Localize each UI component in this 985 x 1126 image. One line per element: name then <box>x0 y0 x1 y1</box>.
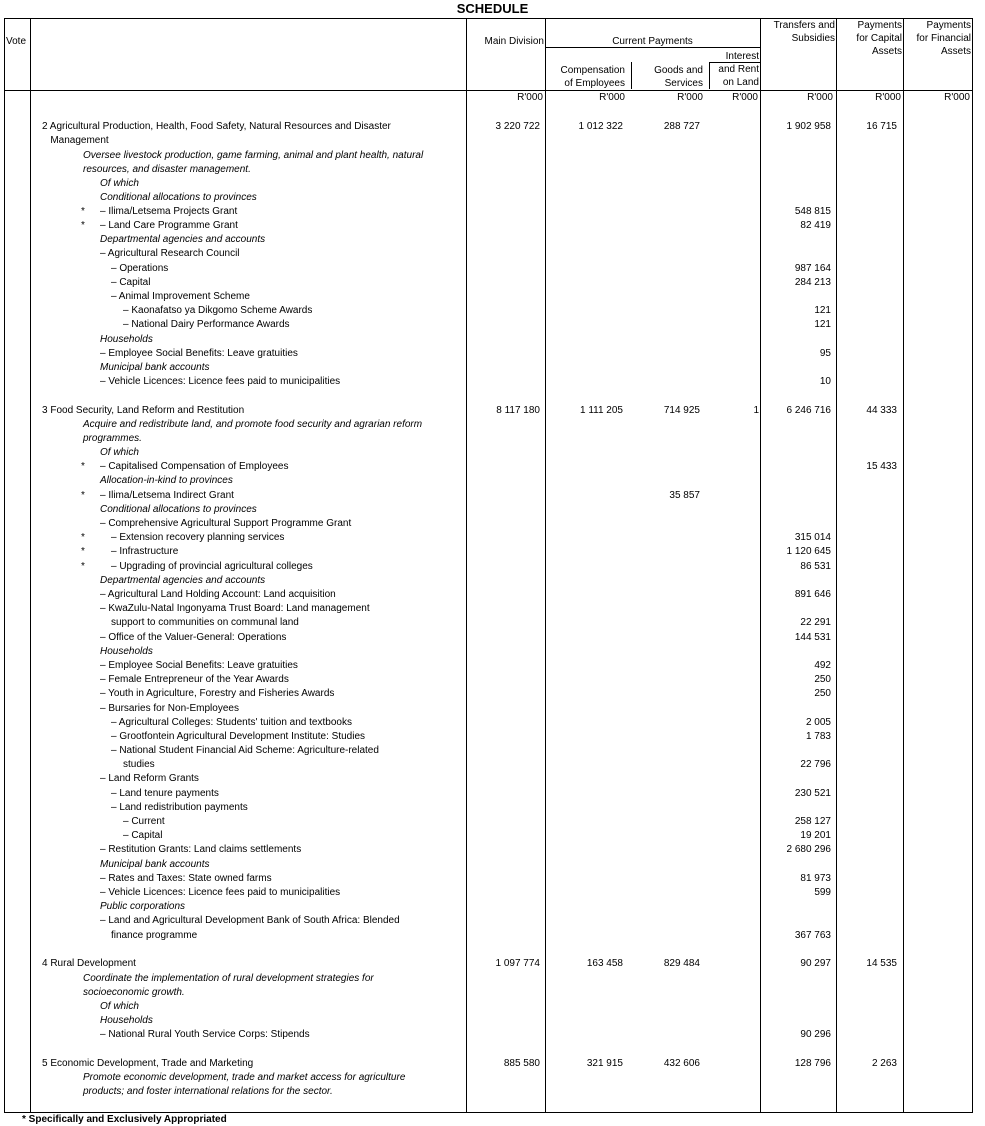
table-row <box>0 616 985 630</box>
header-financial-l2: for Financial <box>916 33 971 44</box>
header-interest-l2: and Rent <box>718 64 759 75</box>
amount-trans: 1 902 958 <box>786 121 831 132</box>
table-row <box>0 787 985 801</box>
header-interest-l1: Interest <box>725 51 759 62</box>
row-description: Households <box>100 334 153 345</box>
unit-main: R'000 <box>517 92 543 103</box>
amount-comp: 321 915 <box>586 1058 623 1069</box>
header-compensation-l2: of Employees <box>564 78 625 89</box>
row-description: – KwaZulu-Natal Ingonyama Trust Board: Land management <box>100 603 370 614</box>
table-row <box>0 858 985 872</box>
header-vote: Vote <box>6 36 27 47</box>
amount-trans: 599 <box>814 887 831 898</box>
row-description: – Female Entrepreneur of the Year Awards <box>100 674 289 685</box>
table-row <box>0 247 985 261</box>
amount-comp: 1 111 205 <box>579 405 623 416</box>
table-row <box>0 375 985 389</box>
row-description: Households <box>100 646 153 657</box>
amount-trans: 90 297 <box>800 958 831 969</box>
amount-cap: 16 715 <box>866 121 897 132</box>
row-description: Public corporations <box>100 901 186 912</box>
unit-interest: R'000 <box>732 92 758 103</box>
table-row <box>0 404 985 418</box>
amount-trans: 891 646 <box>794 589 831 600</box>
appropriation-marker: * <box>81 546 85 557</box>
table-row <box>0 929 985 943</box>
row-description: – Current <box>123 816 165 827</box>
table-row <box>0 716 985 730</box>
header-capital-l3: Assets <box>871 46 902 57</box>
table-row <box>0 744 985 758</box>
table-row <box>0 191 985 205</box>
row-description: – Vehicle Licences: Licence fees paid to municipalities <box>100 887 341 898</box>
row-description: finance programme <box>111 930 198 941</box>
table-row <box>0 986 985 1000</box>
table-row <box>0 886 985 900</box>
row-description: – Employee Social Benefits: Leave gratuities <box>100 348 298 359</box>
header-transfers <box>760 19 835 45</box>
table-row <box>0 545 985 559</box>
row-description: – Restitution Grants: Land claims settlements <box>100 844 302 855</box>
table-row <box>0 531 985 545</box>
unit-transfers: R'000 <box>807 92 833 103</box>
amount-cap: 14 535 <box>866 958 897 969</box>
row-description: Management <box>42 135 109 146</box>
amount-main: 885 580 <box>503 1058 540 1069</box>
row-description: 2 Agricultural Production, Health, Food Safety, Natural Resources and Disaster <box>42 121 391 132</box>
amount-trans: 250 <box>814 688 831 699</box>
table-row <box>0 602 985 616</box>
amount-trans: 250 <box>814 674 831 685</box>
table-row <box>0 517 985 531</box>
row-description: – Capital <box>123 830 163 841</box>
table-row <box>0 972 985 986</box>
table-row <box>0 574 985 588</box>
row-description: Of which <box>100 1001 139 1012</box>
row-description: Of which <box>100 447 139 458</box>
row-description: Acquire and redistribute land, and promote food security and agrarian reform <box>83 419 423 430</box>
row-description: studies <box>123 759 155 770</box>
row-description: Households <box>100 1015 153 1026</box>
row-description: – Vehicle Licences: Licence fees paid to municipalities <box>100 376 341 387</box>
row-description: resources, and disaster management. <box>83 164 251 175</box>
row-description: – Agricultural Land Holding Account: Land acquisition <box>100 589 336 600</box>
row-description: Municipal bank accounts <box>100 859 210 870</box>
amount-trans: 1 783 <box>805 731 831 742</box>
amount-trans: 492 <box>814 660 831 671</box>
row-description: Of which <box>100 178 139 189</box>
unit-capital: R'000 <box>875 92 901 103</box>
row-description: support to communities on communal land <box>111 617 299 628</box>
amount-cap: 2 263 <box>871 1058 897 1069</box>
table-row <box>0 758 985 772</box>
amount-main: 8 117 180 <box>496 405 540 416</box>
amount-trans: 90 296 <box>800 1029 831 1040</box>
table-row <box>0 730 985 744</box>
table-row <box>0 418 985 432</box>
amount-trans: 548 815 <box>794 206 831 217</box>
amount-trans: 367 763 <box>794 930 831 941</box>
row-description: 3 Food Security, Land Reform and Restitution <box>42 405 245 416</box>
header-capital-l1: Payments <box>857 20 902 31</box>
header-interest-l3: on Land <box>722 77 759 88</box>
table-row <box>0 1057 985 1071</box>
table-row <box>0 1014 985 1028</box>
table-row <box>0 347 985 361</box>
amount-main: 3 220 722 <box>495 121 540 132</box>
table-row <box>0 489 985 503</box>
amount-goods: 288 727 <box>663 121 700 132</box>
amount-trans: 81 973 <box>800 873 831 884</box>
amount-trans: 2 680 296 <box>786 844 831 855</box>
table-row <box>0 432 985 446</box>
amount-trans: 144 531 <box>794 632 831 643</box>
amount-goods: 35 857 <box>669 490 700 501</box>
header-main-division <box>466 35 544 48</box>
amount-trans: 1 120 645 <box>786 546 831 557</box>
row-description: – Ilima/Letsema Projects Grant <box>100 206 238 217</box>
amount-trans: 230 521 <box>794 788 831 799</box>
row-description: – Agricultural Research Council <box>100 248 240 259</box>
amount-goods: 714 925 <box>663 405 700 416</box>
row-description: – Extension recovery planning services <box>111 532 285 543</box>
table-row <box>0 361 985 375</box>
header-financial-l1: Payments <box>926 20 971 31</box>
unit-financial: R'000 <box>944 92 970 103</box>
amount-trans: 258 127 <box>794 816 831 827</box>
row-description: products; and foster international relations for the sector. <box>83 1086 333 1097</box>
row-description: 4 Rural Development <box>42 958 136 969</box>
row-description: Conditional allocations to provinces <box>100 504 257 515</box>
row-description: – Ilima/Letsema Indirect Grant <box>100 490 234 501</box>
row-description: – Infrastructure <box>111 546 179 557</box>
table-row <box>0 687 985 701</box>
appropriation-marker: * <box>81 561 85 572</box>
page-title: SCHEDULE <box>456 1 529 16</box>
table-row <box>0 177 985 191</box>
amount-trans: 86 531 <box>800 561 831 572</box>
header-compensation <box>545 64 625 90</box>
amount-trans: 19 201 <box>800 830 831 841</box>
amount-trans: 22 796 <box>800 759 831 770</box>
table-row <box>0 276 985 290</box>
row-description: Departmental agencies and accounts <box>100 575 266 586</box>
header-goods-l2: Services <box>664 78 703 89</box>
amount-trans: 6 246 716 <box>786 405 831 416</box>
amount-trans: 121 <box>814 305 831 316</box>
row-description: Promote economic development, trade and market access for agriculture <box>83 1072 406 1083</box>
table-row <box>0 318 985 332</box>
table-row <box>0 659 985 673</box>
table-row <box>0 673 985 687</box>
row-description: Coordinate the implementation of rural development strategies for <box>83 973 374 984</box>
amount-goods: 829 484 <box>663 958 700 969</box>
table-row <box>0 914 985 928</box>
row-description: – Land Care Programme Grant <box>100 220 238 231</box>
amount-comp: 163 458 <box>586 958 623 969</box>
amount-trans: 10 <box>819 376 831 387</box>
table-row <box>0 801 985 815</box>
row-description: – Agricultural Colleges: Students' tuition and textbooks <box>111 717 352 728</box>
table-row <box>0 149 985 163</box>
amount-cap: 15 433 <box>866 461 897 472</box>
table-row <box>0 290 985 304</box>
row-description: Departmental agencies and accounts <box>100 234 266 245</box>
table-row <box>0 702 985 716</box>
table-row <box>0 560 985 574</box>
row-description: Conditional allocations to provinces <box>100 192 257 203</box>
table-row <box>0 843 985 857</box>
header-capital-l2: for Capital <box>856 33 902 44</box>
table-row <box>0 233 985 247</box>
table-row <box>0 631 985 645</box>
table-row <box>0 120 985 134</box>
row-description: Allocation-in-kind to provinces <box>100 475 233 486</box>
row-description: – National Student Financial Aid Scheme: Agriculture-related <box>111 745 379 756</box>
table-row <box>0 304 985 318</box>
row-description: Oversee livestock production, game farming, animal and plant health, natural <box>83 150 424 161</box>
row-description: – Land redistribution payments <box>111 802 248 813</box>
table-row <box>0 1028 985 1042</box>
header-financial <box>903 19 971 58</box>
table-row <box>0 1071 985 1085</box>
row-description: Municipal bank accounts <box>100 362 210 373</box>
row-description: – Grootfontein Agricultural Development Institute: Studies <box>111 731 366 742</box>
row-description: 5 Economic Development, Trade and Marketing <box>42 1058 254 1069</box>
appropriation-marker: * <box>81 461 85 472</box>
row-description: – National Rural Youth Service Corps: Stipends <box>100 1029 310 1040</box>
table-row <box>0 957 985 971</box>
table-row <box>0 900 985 914</box>
table-row <box>0 262 985 276</box>
amount-trans: 128 796 <box>794 1058 831 1069</box>
unit-comp: R'000 <box>599 92 625 103</box>
amount-main: 1 097 774 <box>495 958 540 969</box>
row-description: – Upgrading of provincial agricultural colleges <box>111 561 313 572</box>
row-description: socioeconomic growth. <box>83 987 185 998</box>
amount-trans: 2 005 <box>805 717 831 728</box>
header-main-division-label: Main Division <box>484 36 544 47</box>
header-current-payments: Current Payments <box>612 36 693 47</box>
amount-int: 1 <box>753 405 759 416</box>
appropriation-marker: * <box>81 490 85 501</box>
amount-trans: 22 291 <box>800 617 831 628</box>
table-row <box>0 829 985 843</box>
row-description: – Capitalised Compensation of Employees <box>100 461 289 472</box>
row-description: – Land and Agricultural Development Bank of South Africa: Blended <box>100 915 400 926</box>
appropriation-marker: * <box>81 532 85 543</box>
table-row <box>0 446 985 460</box>
header-capital <box>836 19 902 58</box>
table-row <box>0 815 985 829</box>
header-interest <box>709 50 759 89</box>
row-description: – Employee Social Benefits: Leave gratuities <box>100 660 298 671</box>
row-description: – Youth in Agriculture, Forestry and Fisheries Awards <box>100 688 335 699</box>
table-row <box>0 1085 985 1099</box>
amount-trans: 987 164 <box>794 263 831 274</box>
header-financial-l3: Assets <box>940 46 971 57</box>
table-row <box>0 645 985 659</box>
amount-trans: 284 213 <box>794 277 831 288</box>
row-description: – Bursaries for Non-Employees <box>100 703 239 714</box>
row-description: – Operations <box>111 263 169 274</box>
row-description: – Capital <box>111 277 151 288</box>
amount-trans: 82 419 <box>800 220 831 231</box>
header-compensation-l1: Compensation <box>560 65 625 76</box>
header-goods-l1: Goods and <box>654 65 703 76</box>
table-row <box>0 460 985 474</box>
unit-goods: R'000 <box>677 92 703 103</box>
row-description: – Kaonafatso ya Dikgomo Scheme Awards <box>123 305 313 316</box>
amount-cap: 44 333 <box>866 405 897 416</box>
appropriation-marker: * <box>81 220 85 231</box>
row-description: – National Dairy Performance Awards <box>123 319 290 330</box>
row-description: – Animal Improvement Scheme <box>111 291 250 302</box>
row-description: programmes. <box>83 433 142 444</box>
amount-trans: 95 <box>819 348 831 359</box>
amount-trans: 121 <box>814 319 831 330</box>
table-row <box>0 588 985 602</box>
row-description: – Rates and Taxes: State owned farms <box>100 873 272 884</box>
amount-trans: 315 014 <box>794 532 831 543</box>
table-row <box>0 503 985 517</box>
amount-comp: 1 012 322 <box>578 121 623 132</box>
row-description: – Comprehensive Agricultural Support Programme Grant <box>100 518 352 529</box>
table-row <box>0 1000 985 1014</box>
row-description: – Office of the Valuer-General: Operations <box>100 632 287 643</box>
amount-goods: 432 606 <box>663 1058 700 1069</box>
footnote: * Specifically and Exclusively Appropriated <box>22 1114 227 1125</box>
table-row <box>0 219 985 233</box>
appropriation-marker: * <box>81 206 85 217</box>
table-row <box>0 163 985 177</box>
header-transfers-l2: Subsidies <box>791 33 835 44</box>
row-description: – Land Reform Grants <box>100 773 199 784</box>
table-row <box>0 772 985 786</box>
table-row <box>0 474 985 488</box>
table-row <box>0 872 985 886</box>
table-row <box>0 134 985 148</box>
table-row <box>0 333 985 347</box>
header-transfers-l1: Transfers and <box>773 20 835 31</box>
table-row <box>0 205 985 219</box>
header-goods <box>631 64 703 90</box>
row-description: – Land tenure payments <box>111 788 219 799</box>
